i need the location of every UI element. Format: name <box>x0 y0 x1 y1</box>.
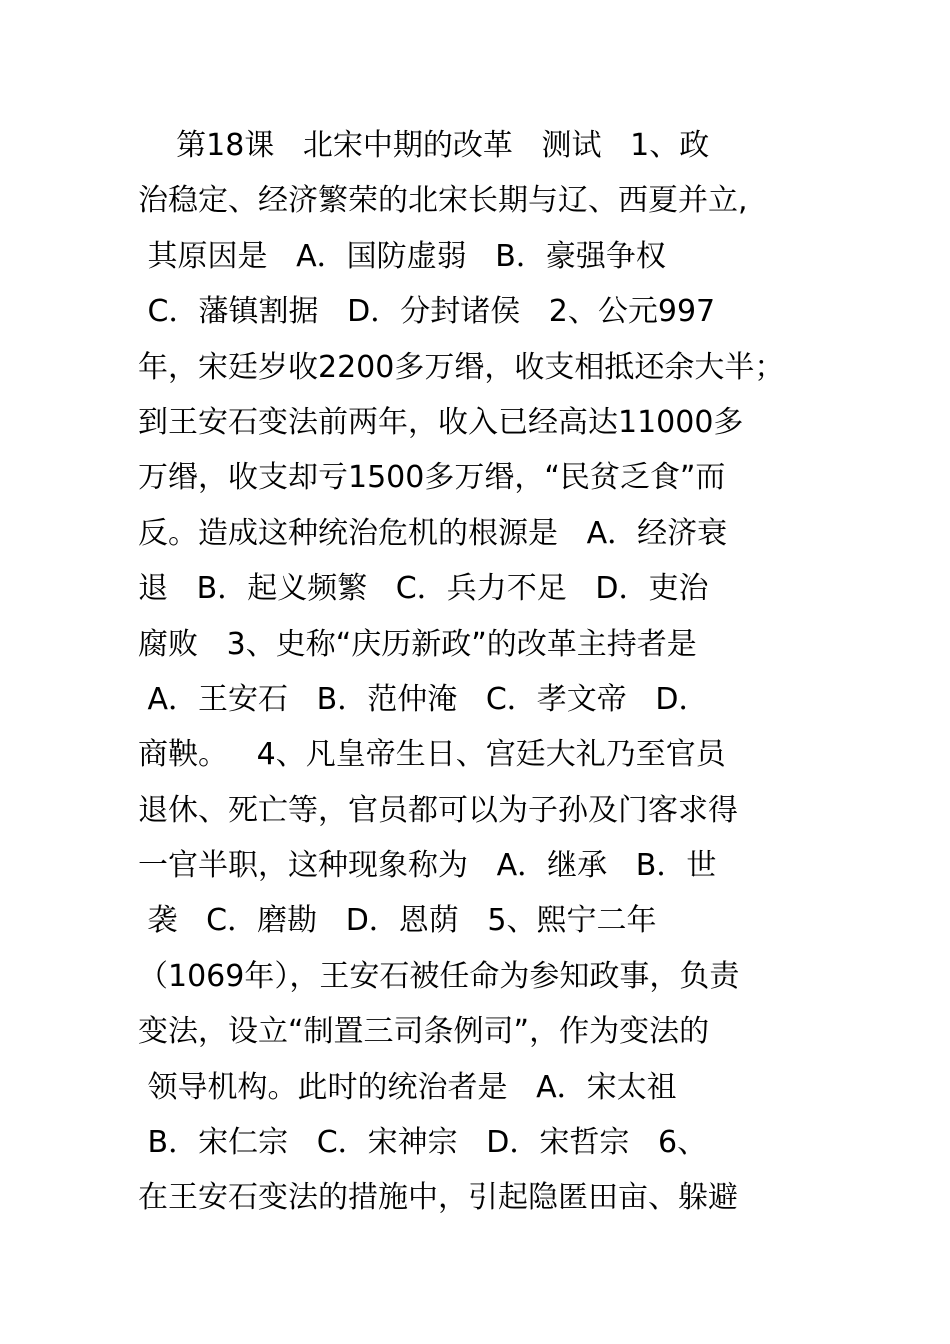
text-line: 治稳定、经济繁荣的北宋长期与辽、西夏并立, <box>138 183 748 219</box>
text-line: 第18课 北宋中期的改革 测试 1、政 <box>138 128 710 163</box>
text-line: 袭 C．磨勘 D．恩荫 5、熙宁二年 <box>138 903 657 939</box>
text-line: 腐败 3、史称“庆历新政”的改革主持者是 <box>138 626 697 662</box>
text-line: 变法，设立“制置三司条例司”，作为变法的 <box>138 1014 710 1050</box>
text-line: 在王安石变法的措施中，引起隐匿田亩、躲避 <box>138 1180 738 1216</box>
text-line: 商鞅。 4、凡皇帝生日、宫廷大礼乃至官员 <box>138 737 726 773</box>
text-line: 领导机构。此时的统治者是 A．宋太祖 <box>138 1069 677 1105</box>
text-line: 年，宋廷岁收2200多万缗，收支相抵还余大半； <box>138 349 785 385</box>
document-body <box>138 118 838 1226</box>
text-line: 到王安石变法前两年，收入已经高达11000多 <box>138 404 744 440</box>
text-line: A．王安石 B．范仲淹 C．孝文帝 D． <box>138 681 709 717</box>
text-line: 退休、死亡等，官员都可以为子孙及门客求得 <box>138 792 738 828</box>
text-line: B．宋仁宗 C．宋神宗 D．宋哲宗 6、 <box>138 1125 708 1161</box>
text-line: C．藩镇割据 D．分封诸侯 2、公元997 <box>138 294 716 330</box>
text-line: 其原因是 A．国防虚弱 B．豪强争权 <box>138 238 666 274</box>
text-line: （1069年），王安石被任命为参知政事，负责 <box>138 958 740 994</box>
text-line: 反。造成这种统治危机的根源是 A．经济衰 <box>138 515 728 551</box>
text-line: 万缗，收支却亏1500多万缗，“民贫乏食”而 <box>138 460 726 496</box>
text-line: 退 B．起义频繁 C．兵力不足 D．吏治 <box>138 571 709 607</box>
text-line: 一官半职，这种现象称为 A．继承 B．世 <box>138 848 717 884</box>
